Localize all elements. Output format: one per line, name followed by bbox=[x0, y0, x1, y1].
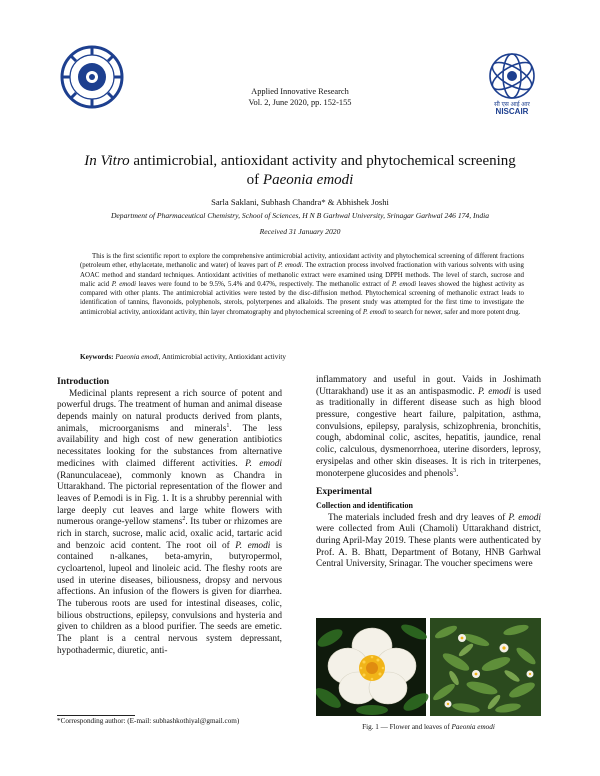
keywords-label: Keywords: bbox=[80, 353, 114, 361]
authors: Sarla Saklani, Subhash Chandra* & Abhishek Joshi bbox=[211, 197, 389, 207]
experimental-heading: Experimental bbox=[316, 486, 372, 498]
footnote-rule bbox=[57, 715, 135, 716]
received-date: Received 31 January 2020 bbox=[259, 227, 341, 236]
journal-issue: Vol. 2, June 2020, pp. 152-155 bbox=[248, 98, 352, 107]
abstract: This is the first scientific report to explore the comprehensive antimicrobial activity, antioxidant activity and phytochemical screening of different fractions (petroleum ether, ethylacetate, methanolic and water) of leaves part of P. emodi. The extraction process involved fractionation with various solvents with using AOAC method and standard techniques. Antioxidant activities of methanolic extract were examined using DPPH methods. The level of starch, sucrose and malic acid P. emodi leaves were found to be 9.5%, 5.4% and 0.47%, respectively. The methanolic extract of P. emodi leaves showed the highest activity as compared with other plants. The antimicrobial activities were tested by the disc-diffusion method. Phytochemical screening of methanolic extract leads to identification of tannins, flavonoids, polyphenols, sterols, polyterpenes and alkaloids. The present study was attempted for the first time to investigate the antimicrobial activity, antioxidant activity, thin layer chromatography and phytochemical screening of P. emodi to search for newer, safer and more potent drug. bbox=[80, 253, 525, 316]
svg-text:सी एस आई आर: सी एस आई आर bbox=[494, 102, 530, 108]
affiliation: Department of Pharmaceutical Chemistry, School of Sciences, H N B Garhwal University, Srinagar Garhwal 246 174, India bbox=[110, 211, 490, 220]
collection-paragraph: The materials included fresh and dry leaves of P. emodi were collected from Auli (Chamoli) Uttarakhand district, during April-May 2019. These plants were authenticated by Prof. A. B. Bhatt, Department of Botany, HNB Garhwal Central University, Srinagar. The voucher specimens were bbox=[316, 512, 541, 570]
journal-name: Applied Innovative Research bbox=[251, 87, 349, 96]
leaves-photo bbox=[430, 618, 541, 716]
corresponding-author-footnote: *Corresponding author: (E-mail: subhashkothiyal@gmail.com) bbox=[57, 717, 240, 725]
figure-1 bbox=[316, 618, 541, 716]
figure-caption: Fig. 1 — Flower and leaves of Paeonia emodi bbox=[362, 723, 495, 731]
right-column bbox=[316, 375, 541, 571]
title-italic: In Vitro bbox=[84, 153, 130, 169]
intro-heading: Introduction bbox=[57, 376, 110, 387]
intro-continuation: inflammatory and useful in gout. Vaids in Joshimath (Uttarakhand) use it as an antispasmodic. P. emodi is used as traditionally in different disease such as high blood pressure, congestive heart failure, palpitation, asthma, convulsions, epilepsy, paralysis, schizophrenia, bronchitis, cough, abdominal colic, ascites, hepatitis, jaundice, renal colic, calculous, dysmenorrhoea, uterine disorders, leprosy, erysipelas and other skin diseases. It is rich in triterpenes, monoterpene glucosides and phenols$^3$. bbox=[316, 375, 541, 479]
flower-photo bbox=[316, 618, 431, 716]
svg-text:NISCAIR: NISCAIR bbox=[495, 107, 529, 116]
journal-header bbox=[0, 86, 600, 108]
intro-paragraph: Medicinal plants represent a rich source of potent and powerful drugs. The treatment of human and animal disease depends mainly on natural products derived from plants, animals, microorganisms and minerals$^1$. The less availability and high cost of new generation antibiotics necessitates looking for the substances from alternative medicines with claimed different activities. P. emodi (Ranunculaceae), commonly known as Chandra in Uttarakhand. The pictorial representation of the flower and leaves of P.emodi is in Fig. 1. It is a shrubby perennial with large deeply cut leaves and large white flowers with numerous orange-yellow stamens$^2$. Its tuber or rhizomes are rich in starch, sucrose, malic acid, oxalic acid, tartaric acid and benzoic acid content. The root oil of P. emodi is contained n-alkanes, beta-amyrin, butyropermol, cycloartenol, lupeol and linoleic acid. The fleshy roots are used in uterine diseases, biliousness, dropsy and nervous affections. An infusion of the flowers is given for diarrhea. The tuberous roots are used for intestinal diseases, colic, bilious obstructions, epilepsy, convulsions and hysteria and given to children as a blood purifier. The seeds are emetic. The plant is a central nervous system depressant, hypothadermic, diuretic, anti- bbox=[57, 388, 283, 656]
collection-subheading: Collection and identification bbox=[316, 500, 413, 510]
paper-title: In Vitro antimicrobial, antioxidant activity and phytochemical screening of Paeonia emodi bbox=[84, 153, 516, 188]
title-species: Paeonia emodi bbox=[262, 172, 354, 188]
keywords: Keywords: Paeonia emodi, Antimicrobial activity, Antioxidant activity bbox=[80, 353, 286, 361]
left-column bbox=[57, 376, 282, 658]
title-rest: antimicrobial, antioxidant activity and phytochemical screening bbox=[129, 153, 516, 169]
